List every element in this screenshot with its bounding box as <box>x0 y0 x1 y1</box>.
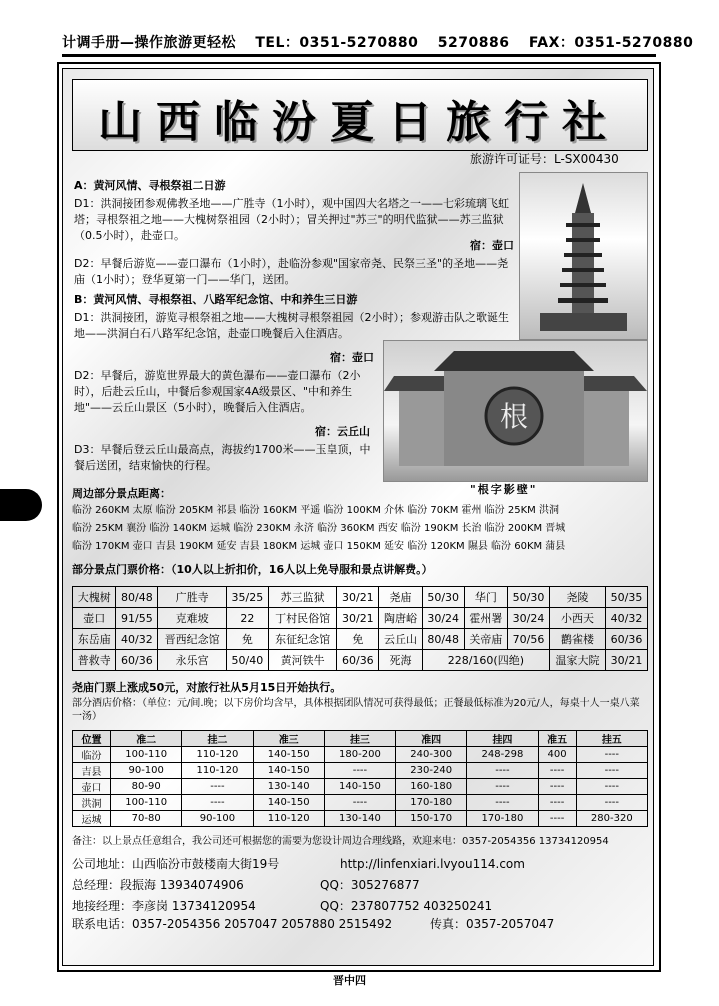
hotel-cell: ---- <box>576 795 647 811</box>
hotel-cell: 170-180 <box>396 795 467 811</box>
route-b-day2-stay: 宿：云丘山 <box>315 425 370 438</box>
ticket-cell: 50/40 <box>226 650 268 671</box>
ticket-cell: 黄河铁牛 <box>268 650 337 671</box>
pagoda-icon <box>520 173 647 339</box>
ticket-cell: 60/36 <box>605 629 647 650</box>
ticket-cell: 60/36 <box>337 650 379 671</box>
hotel-cell: 180-200 <box>324 747 395 763</box>
hotel-row <box>73 811 648 827</box>
archway-icon <box>384 341 647 481</box>
ticket-cell: 云丘山 <box>379 629 422 650</box>
route-b-heading: B：黄河风情、寻根祭祖、八路军纪念馆、中和养生三日游 <box>74 293 358 306</box>
hotel-cell: 140-150 <box>253 747 324 763</box>
hotel-cell: 准二 <box>111 731 182 747</box>
hotel-cell: 110-120 <box>182 747 253 763</box>
ticket-cell: 50/30 <box>508 587 550 608</box>
hotel-cell: 280-320 <box>576 811 647 827</box>
ticket-row <box>73 608 648 629</box>
hotel-cell: 壶口 <box>73 779 111 795</box>
ticket-cell: 霍州署 <box>464 608 507 629</box>
qq-2: QQ：237807752 403250241 <box>320 899 493 913</box>
ticket-cell: 60/36 <box>116 650 158 671</box>
hotel-cell: ---- <box>538 779 576 795</box>
ticket-cell: 30/24 <box>422 608 464 629</box>
hotel-cell: 110-120 <box>182 763 253 779</box>
ticket-cell: 70/56 <box>508 629 550 650</box>
hotel-row <box>73 763 648 779</box>
ticket-cell: 晋西纪念馆 <box>158 629 227 650</box>
ticket-cell: 22 <box>226 608 268 629</box>
hotel-cell: 70-80 <box>111 811 182 827</box>
route-a-day1: D1：洪洞接团参观佛教圣地——广胜寺（1小时），观中国四大名塔之一——七彩琉璃飞虹塔；寻根祭祖之地——大槐树祭祖园（2小时）；冒关押过"苏三"的明代监狱——苏三监狱（0.5小时），赴壶口。 <box>74 197 509 242</box>
ticket-cell: 永乐宫 <box>158 650 227 671</box>
ticket-cell: 苏三监狱 <box>268 587 337 608</box>
ticket-cell: 鹳雀楼 <box>550 629 606 650</box>
ticket-row <box>73 587 648 608</box>
hotel-row <box>73 731 648 747</box>
ticket-cell: 40/32 <box>116 629 158 650</box>
ticket-cell: 尧庙 <box>379 587 422 608</box>
contact-phone: 联系电话：0357-2054356 2057047 2057880 2515492 <box>72 917 393 931</box>
header-fax: FAX：0351-5270880 <box>528 35 694 51</box>
hotel-cell: 洪洞 <box>73 795 111 811</box>
ticket-cell: 80/48 <box>422 629 464 650</box>
header-tel2: 5270886 <box>437 35 510 51</box>
ticket-cell: 温家大院 <box>550 650 606 671</box>
hotel-cell: 150-170 <box>396 811 467 827</box>
ticket-cell: 小西天 <box>550 608 606 629</box>
hotel-row <box>73 747 648 763</box>
hotel-cell: 140-150 <box>253 763 324 779</box>
ticket-row <box>73 650 648 671</box>
hotels-table <box>72 730 648 827</box>
photo-caption: "根字影壁" <box>470 483 538 496</box>
hotel-cell: ---- <box>467 795 538 811</box>
brand-text: 计调手册—操作旅游更轻松 <box>62 35 236 51</box>
hotel-cell: ---- <box>538 795 576 811</box>
svg-text:根: 根 <box>499 400 529 433</box>
hotel-cell: 准四 <box>396 731 467 747</box>
hotel-cell: ---- <box>538 811 576 827</box>
hotel-cell: 230-240 <box>396 763 467 779</box>
distance-line-3: 临汾 170KM 壶口 吉县 190KM 延安 吉县 180KM 运城 壶口 150KM 延安 临汾 120KM 隰县 临汾 60KM 蒲县 <box>72 541 566 552</box>
hotel-cell: ---- <box>467 763 538 779</box>
hotel-cell: ---- <box>538 763 576 779</box>
route-a-day2: D2：早餐后游览——壶口瀑布（1小时），赴临汾参观"国家帝尧、民祭三圣"的圣地——尧庙（1小时）；登华夏第一门——华门，送团。 <box>74 257 509 286</box>
page-edge-tab <box>0 489 42 521</box>
hotel-cell: 运城 <box>73 811 111 827</box>
ticket-cell: 尧陵 <box>550 587 606 608</box>
page-label: 晋中四 <box>333 974 366 987</box>
hotel-row <box>73 779 648 795</box>
tickets-table <box>72 586 648 671</box>
hotel-cell: 248-298 <box>467 747 538 763</box>
ticket-cell: 228/160(四绝) <box>422 650 549 671</box>
hotel-cell: 400 <box>538 747 576 763</box>
hotel-cell: ---- <box>467 779 538 795</box>
hotel-cell: 80-90 <box>111 779 182 795</box>
hotel-row <box>73 795 648 811</box>
hotel-cell: 240-300 <box>396 747 467 763</box>
ticket-cell: 东征纪念馆 <box>268 629 337 650</box>
distance-heading: 周边部分景点距离： <box>72 487 171 500</box>
hotel-cell: 临汾 <box>73 747 111 763</box>
qq-1: QQ：305276877 <box>320 878 420 892</box>
hotel-cell: 110-120 <box>253 811 324 827</box>
hotel-cell: 挂五 <box>576 731 647 747</box>
ticket-cell: 陶唐峪 <box>379 608 422 629</box>
ticket-cell: 普救寺 <box>73 650 116 671</box>
ticket-cell: 50/30 <box>422 587 464 608</box>
ticket-cell: 壶口 <box>73 608 116 629</box>
ticket-cell: 免 <box>337 629 379 650</box>
route-a-day1-stay: 宿：壶口 <box>470 239 514 252</box>
hotel-cell: 130-140 <box>253 779 324 795</box>
hotel-cell: 挂四 <box>467 731 538 747</box>
hotel-cell: 130-140 <box>324 811 395 827</box>
route-b-day3: D3：早餐后登云丘山最高点，海拔约1700米——玉皇顶，中餐后送团，结束愉快的行程。 <box>74 443 371 472</box>
contact-fax: 传真：0357-2057047 <box>430 917 555 931</box>
ticket-cell: 华门 <box>464 587 507 608</box>
header-bar <box>62 32 694 57</box>
hotel-cell: ---- <box>576 763 647 779</box>
hotel-cell: ---- <box>576 779 647 795</box>
route-b-day2: D2：早餐后，游览世界最大的黄色瀑布——壶口瀑布（2小时），后赴云丘山，中餐后参观国家4A级景区、"中和养生地"——云丘山景区（5小时），晚餐后入住酒店。 <box>74 369 361 414</box>
hotel-cell: 准三 <box>253 731 324 747</box>
ticket-cell: 30/21 <box>337 587 379 608</box>
company-website: http://linfenxiari.lvyou114.com <box>340 857 525 871</box>
route-b-day1-stay: 宿：壶口 <box>330 351 374 364</box>
ticket-cell: 关帝庙 <box>464 629 507 650</box>
ticket-cell: 死海 <box>379 650 422 671</box>
header-tel: TEL：0351-5270880 <box>255 35 419 51</box>
ground-manager: 地接经理：李彦岗 13734120954 <box>72 899 256 913</box>
hotel-cell: 140-150 <box>253 795 324 811</box>
hotel-cell: 位置 <box>73 731 111 747</box>
tickets-heading: 部分景点门票价格：（10人以上折扣价，16人以上免导服和景点讲解费。） <box>72 563 433 576</box>
ticket-cell: 35/25 <box>226 587 268 608</box>
route-a-heading: A：黄河风情、寻根祭祖二日游 <box>74 179 226 192</box>
company-address: 公司地址：山西临汾市鼓楼南大街19号 <box>72 857 280 871</box>
ticket-row <box>73 629 648 650</box>
ticket-cell: 东岳庙 <box>73 629 116 650</box>
hotel-cell: 100-110 <box>111 795 182 811</box>
hotel-cell: ---- <box>182 795 253 811</box>
general-manager: 总经理：段振海 13934074906 <box>72 878 244 892</box>
ticket-cell: 40/32 <box>605 608 647 629</box>
hotel-cell: 90-100 <box>111 763 182 779</box>
ticket-cell: 80/48 <box>116 587 158 608</box>
license-number: 旅游许可证号：L-SX00430 <box>470 152 619 166</box>
hotel-cell: 90-100 <box>182 811 253 827</box>
hotel-cell: 160-180 <box>396 779 467 795</box>
ticket-cell: 免 <box>226 629 268 650</box>
route-b-day1: D1：洪洞接团，游览寻根祭祖之地——大槐树寻根祭祖园（2小时）；参观游击队之歌诞生地——洪洞白石八路军纪念馆，赴壶口晚餐后入住酒店。 <box>74 311 509 340</box>
hotel-cell: 170-180 <box>467 811 538 827</box>
hotel-cell: ---- <box>182 779 253 795</box>
hotel-cell: ---- <box>324 795 395 811</box>
ticket-cell: 50/35 <box>605 587 647 608</box>
ticket-cell: 广胜寺 <box>158 587 227 608</box>
hotel-cell: ---- <box>576 747 647 763</box>
tickets-note: 尧庙门票上涨成50元，对旅行社从5月15日开始执行。 <box>72 681 342 694</box>
distance-line-2: 临汾 25KM 襄汾 临汾 140KM 运城 临汾 230KM 永济 临汾 360KM 西安 临汾 190KM 长治 临汾 200KM 晋城 <box>72 523 566 534</box>
distance-line-1: 临汾 260KM 太原 临汾 205KM 祁县 临汾 160KM 平遥 临汾 100KM 介休 临汾 70KM 霍州 临汾 25KM 洪洞 <box>72 505 559 516</box>
ticket-cell: 丁村民俗馆 <box>268 608 337 629</box>
ticket-cell: 30/24 <box>508 608 550 629</box>
hotel-cell: 吉县 <box>73 763 111 779</box>
ticket-cell: 大槐树 <box>73 587 116 608</box>
page-title: 山西临汾夏日旅行社 <box>98 97 620 148</box>
ticket-cell: 91/55 <box>116 608 158 629</box>
screen-wall-photo <box>383 340 648 482</box>
hotel-cell: 100-110 <box>111 747 182 763</box>
ticket-cell: 克难坡 <box>158 608 227 629</box>
ticket-cell: 30/21 <box>605 650 647 671</box>
hotel-cell: ---- <box>324 763 395 779</box>
remark: 备注：以上景点任意组合，我公司还可根据您的需要为您设计周边合理线路，欢迎来电：0357-2054356 13734120954 <box>72 836 609 847</box>
hotel-cell: 准五 <box>538 731 576 747</box>
hotel-cell: 挂二 <box>182 731 253 747</box>
hotels-heading: 部分酒店价格：（单位：元/间.晚；以下房价均含早，具体根据团队情况可获得最低；正餐最低标准为20元/人，每桌十人一桌八菜一汤） <box>72 698 640 722</box>
hotel-cell: 140-150 <box>324 779 395 795</box>
pagoda-photo <box>519 172 648 340</box>
ticket-cell: 30/21 <box>337 608 379 629</box>
hotel-cell: 挂三 <box>324 731 395 747</box>
